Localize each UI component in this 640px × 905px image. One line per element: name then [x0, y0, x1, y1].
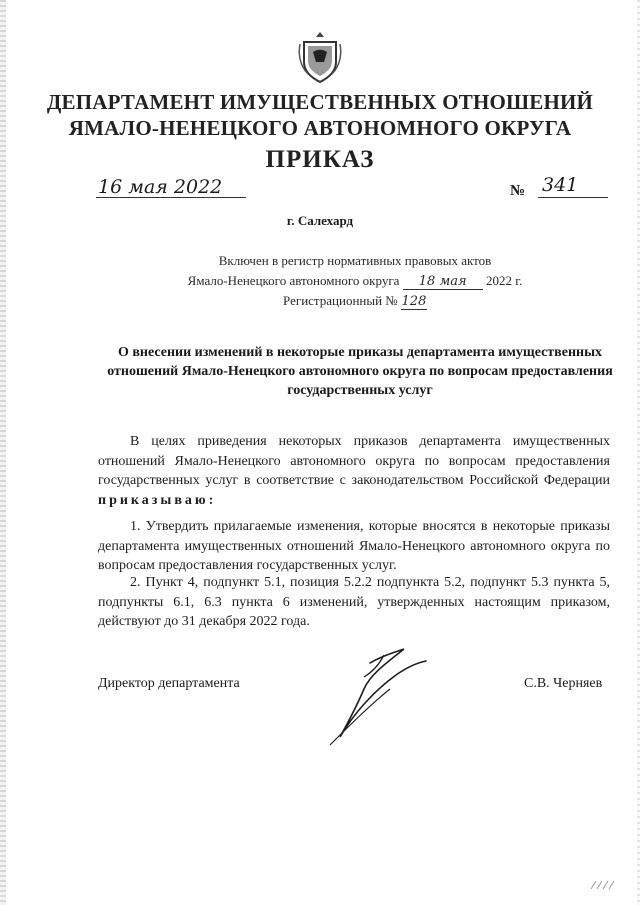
city: г. Салехард: [286, 213, 354, 228]
coat-of-arms-icon: [296, 30, 344, 84]
order-number: 341: [542, 174, 579, 196]
scan-mark-icon: [590, 880, 618, 890]
registry-number-label: Регистрационный №: [283, 293, 398, 308]
order-number-label: №: [510, 183, 526, 199]
preamble-paragraph: [98, 432, 610, 510]
signatory-name: С.В. Черняев: [524, 676, 603, 691]
registry-number: 128: [401, 294, 427, 309]
directive-word: приказываю:: [98, 492, 217, 508]
preamble-text: В целях приведения некоторых приказов департамента имущественных отношений Ямало-Ненецкого автономного округа по вопросам предоставления государственных услуг в соответствие с законодательством Российской Федерации: [98, 434, 610, 488]
registry-line1: Включен в регистр нормативных правовых актов: [218, 253, 492, 268]
signatory-position: Директор департамента: [98, 676, 240, 691]
handwritten-signature-icon: [300, 635, 460, 755]
registry-line3: [140, 293, 570, 310]
department-name-line1: ДЕПАРТАМЕНТ ИМУЩЕСТВЕННЫХ ОТНОШЕНИЙ: [46, 90, 594, 114]
clause-2: 2. Пункт 4, подпункт 5.1, позиция 5.2.2 подпункта 5.2, подпункт 5.3 пункта 5, подпункты 6.1, 6.3 пункта 6 изменений, утвержденных настоящим приказом, действуют до 31 декабря 2022 года.: [98, 575, 610, 629]
registry-year: 2022 г.: [485, 273, 523, 288]
clause-1: 1. Утвердить прилагаемые изменения, которые вносятся в некоторые приказы департамента имущественных отношений Ямало-Ненецкого автономного округа по вопросам предоставления государственных услуг.: [98, 519, 610, 573]
department-name-line2: ЯМАЛО-НЕНЕЦКОГО АВТОНОМНОГО ОКРУГА: [68, 116, 572, 140]
document-type: ПРИКАЗ: [265, 146, 375, 173]
order-date: 16 мая 2022: [98, 176, 223, 198]
registry-line2: [140, 273, 570, 290]
date-underline: [96, 197, 246, 198]
order-title: О внесении изменений в некоторые приказы департамента имущественных отношений Ямало-Ненецкого автономного округа по вопросам предоставления государственных услуг: [107, 345, 613, 398]
registry-date: 18 мая: [403, 274, 483, 290]
number-underline: [538, 197, 608, 198]
registry-region: Ямало-Ненецкого автономного округа: [187, 273, 400, 288]
